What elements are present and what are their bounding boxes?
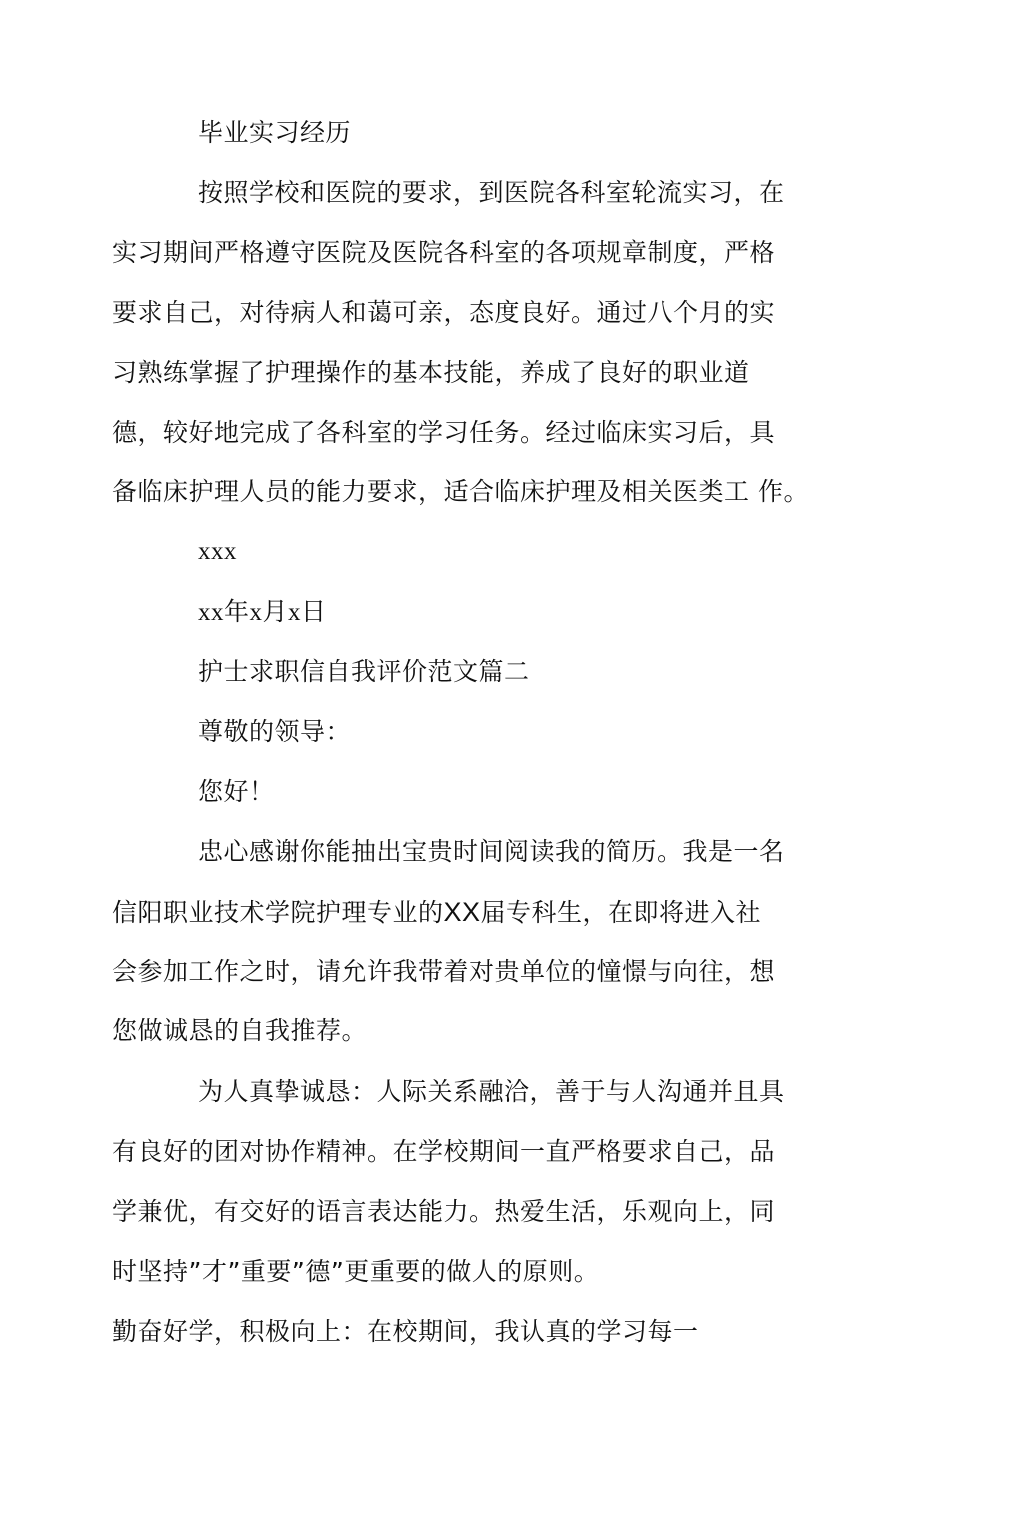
date-month: x bbox=[249, 599, 263, 626]
class-year-highlight: XX bbox=[443, 897, 481, 927]
date-month-unit: 月 bbox=[262, 597, 289, 626]
paragraph3-line2: 有良好的团对协作精神。在学校期间一直严格要求自己，品 bbox=[112, 1137, 776, 1166]
paragraph1-line6: 备临床护理人员的能力要求，适合临床护理及相关医类工 作。 bbox=[112, 477, 809, 506]
paragraph1-line2: 实习期间严格遵守医院及医院各科室的各项规章制度，严格 bbox=[112, 238, 776, 267]
date bbox=[198, 597, 327, 628]
paragraph1-line3: 要求自己，对待病人和蔼可亲，态度良好。通过八个月的实 bbox=[112, 298, 776, 327]
paragraph3-line3: 学兼优，有交好的语言表达能力。热爱生活，乐观向上，同 bbox=[112, 1197, 776, 1226]
date-year: xx bbox=[198, 599, 224, 626]
paragraph2-line4: 您做诚恳的自我推荐。 bbox=[112, 1016, 368, 1045]
date-year-unit: 年 bbox=[224, 597, 250, 626]
paragraph3-line1: 为人真挚诚恳：人际关系融洽，善于与人沟通并且具 bbox=[198, 1077, 785, 1106]
paragraph2-line3: 会参加工作之时，请允许我带着对贵单位的憧憬与向往，想 bbox=[112, 957, 776, 986]
paragraph2-line2-after: 届专科生，在即将进入社 bbox=[480, 898, 762, 927]
paragraph2-line2-before: 信阳职业技术学院护理专业的 bbox=[112, 898, 444, 927]
paragraph3-line4: 时坚持”才”重要”德”更重要的做人的原则。 bbox=[112, 1257, 600, 1286]
document-title: 毕业实习经历 bbox=[198, 118, 352, 147]
date-day: x bbox=[288, 599, 302, 626]
paragraph2-line1: 忠心感谢你能抽出宝贵时间阅读我的简历。我是一名 bbox=[198, 837, 785, 866]
paragraph1-line1: 按照学校和医院的要求，到医院各科室轮流实习，在 bbox=[198, 178, 785, 207]
paragraph2-line2 bbox=[112, 897, 761, 928]
paragraph1-line5: 德，较好地完成了各科室的学习任务。经过临床实习后，具 bbox=[112, 418, 776, 447]
salutation: 尊敬的领导： bbox=[198, 717, 352, 746]
signature: xxx bbox=[198, 538, 237, 565]
date-day-unit: 日 bbox=[301, 597, 327, 626]
paragraph1-line4: 习熟练掌握了护理操作的基本技能，养成了良好的职业道 bbox=[112, 358, 750, 387]
section2-title: 护士求职信自我评价范文篇二 bbox=[198, 657, 530, 686]
greeting: 您好！ bbox=[198, 777, 275, 806]
paragraph4-line1: 勤奋好学，积极向上：在校期间，我认真的学习每一 bbox=[112, 1317, 699, 1346]
